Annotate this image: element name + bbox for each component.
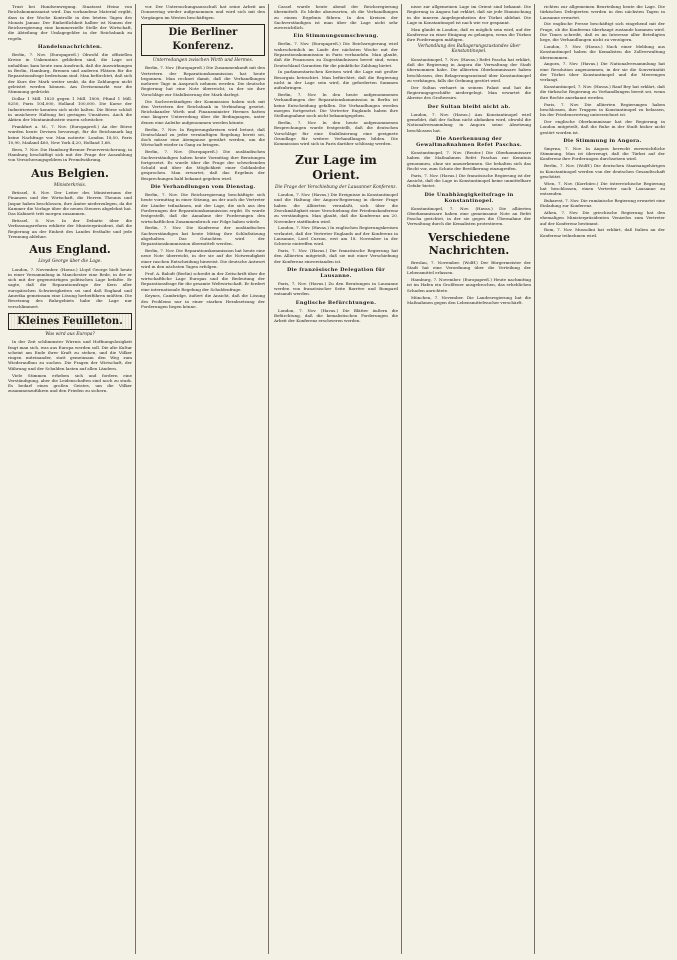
- section-heading: Aus Belgien.: [31, 166, 109, 180]
- newspaper-column-2: [141, 4, 269, 954]
- article-paragraph: In der Zeit schlimmster Wirrnis und Hoffnungslosigkeit fragt man sich, was aus Europa werden soll. Die alte Kultur scheint am Ende ihrer Kraft zu stehen, und die Völker ringen miteinander, statt gemeinsam den Weg zum Wiederaufbau zu suchen. Die Fragen der Wirtschaft, der Währung und der Schulden lasten auf allen Ländern.: [8, 339, 132, 371]
- article-paragraph: Smyrna, 7. Nov. In Angora herrscht zuversichtliche Stimmung. Man ist überzeugt, daß die Türkei auf der Konferenz ihre Forderungen durchsetzen wird.: [540, 145, 665, 162]
- article-paragraph: Angora, 7. Nov. (Havas.) Die Nationalversammlung hat eine Resolution angenommen, in der sie die Souveränität der Türkei über Konstantinopel und die Meerengen verlangt.: [540, 61, 665, 83]
- section-subheading: Die französische Delegation für Lausanne.: [286, 266, 386, 279]
- article-paragraph: Konstantinopel, 7. Nov. (Havas.) Refet Pascha hat erklärt, daß die Regierung in Angora die Verwaltung der Stadt übernommen habe. Die alliierten Oberkommissare haben beschlossen, den Belagerungszustand über Konstantinopel zu verhängen, falls die Ordnung gestört wird.: [407, 56, 531, 84]
- article-paragraph: Der Sultan verharrt in seinem Palast und hat die Regierungsgeschäfte niedergelegt. Man erwartet die Abreise des Großwesirs.: [407, 84, 531, 101]
- section-heading: Aus England.: [29, 243, 111, 257]
- newspaper-column-3: [274, 4, 402, 954]
- article-paragraph: Frankfurt a. M., 7. Nov. (Europapreß.) An der Börse wurden heute Devisen bevorzugt, für die Reichsmark lag keine Nachfrage vor. Man notierte: London 18,50, Paris 10,90, Mailand 460, New York 4,20, Holland 1,68.: [8, 123, 132, 145]
- section-subheading: Die Verhandlungen vom Dienstag.: [150, 184, 256, 191]
- article-paragraph: Paris, 7. Nov. (Havas.) Die französische Regierung hat den Alliierten mitgeteilt, daß sie mit einer Verschiebung der Konferenz einverstanden ist.: [274, 248, 398, 264]
- article-paragraph: Konstantinopel, 7. Nov. (Havas.) Rauf Bey hat erklärt, daß die türkische Regierung zu Verhandlungen bereit sei, wenn ihre Rechte anerkannt werden.: [540, 84, 665, 100]
- article-paragraph: London, 7. Nov. (Havas.) Aus Konstantinopel wird gemeldet, daß der Sultan nicht abdanken wird, obwohl die Nationalversammlung in Angora seine Absetzung beschlossen hat.: [407, 111, 531, 133]
- section-subheading: Die Stimmung in Angora.: [563, 137, 642, 144]
- article-paragraph: Berlin, 7. Nov. (Wolff.) Die deutschen Staatsangehörigen in Konstantinopel werden von der deutschen Gesandtschaft geschützt.: [540, 163, 665, 179]
- article-paragraph: Berlin, 7. Nov. In den heute aufgenommenen Verhandlungen der Reparationskommission in Berlin ist keine Entscheidung gefallen. Die Verhandlungen werden morgen fortgesetzt. Die Vertreter Englands haben ihre Stellungnahme noch nicht bekanntgegeben.: [274, 92, 398, 119]
- article-paragraph: Berlin, 7. Nov. Die Reparationskommission hat heute eine neue Note überreicht, in der sie auf die Notwendigkeit einer raschen Entscheidung hinweist. Die deutsche Antwort wird in den nächsten Tagen erfolgen.: [141, 248, 265, 269]
- section-subheading: Die Unabhängigkeitsfrage in Konstantinopel.: [424, 191, 514, 204]
- article-paragraph: Man glaubt in London, daß es möglich sein wird, auf der Konferenz zu einer Einigung zu gelangen, wenn die Türken ihre Forderungen mäßigen.: [407, 26, 531, 43]
- article-paragraph: Paris, 7. Nov. (Havas.) Zu den Beratungen in Lausanne werden von französischer Seite Barrère und Bompard entsandt werden.: [274, 280, 398, 297]
- boxed-headline: Die Berliner Konferenz.: [141, 24, 265, 56]
- article-paragraph: Rom, 7. Nov. Mussolini hat erklärt, daß Italien an der Konferenz teilnehmen wird.: [540, 227, 665, 238]
- article-paragraph: Der englische Oberkommissar hat der Regierung in London mitgeteilt, daß die Ruhe in der Stadt bisher nicht gestört worden ist.: [540, 118, 665, 135]
- article-paragraph: Berlin, 7. Nov. Die Reichsregierung beschäftigte sich heute vormittag in einer Sitzung, an der auch die Vertreter der Länder teilnahmen, mit der Lage, die sich aus den Forderungen der Reparationskommission ergibt. Es wurde festgestellt, daß die Annahme der Forderungen den wirtschaftlichen Zusammenbruch zur Folge haben würde.: [141, 192, 265, 224]
- article-paragraph: Berlin, 7. Nov. In Regierungskreisen wird betont, daß Deutschland zu jeder vernünftigen Regelung bereit sei, doch müsse eine Atempause gewährt werden, um die Wirtschaft wieder in Gang zu bringen.: [141, 126, 265, 148]
- article-paragraph: Berlin, 7. Nov. (Europapreß.) Obwohl die offiziellen Kreise in Unkenntnis geblieben sind, die Lage sei unhaltbar, kam heute zum Ausdruck, daß die Auswirkungen in Berlin, Hamburg, Bremen und anderen Plätzen für die Reparationsfrage bedeutsam sind. Man befürchtet, daß sich der Kurs der Mark weiter senkt, da die Zahlungen nicht geleistet werden können. Am Devisenmarkt war die Stimmung gedrückt.: [8, 52, 133, 95]
- article-paragraph: Berlin, 7. Nov. (Europapreß.) Die Reichsregierung wird wahrscheinlich im Laufe der nächsten Woche mit der Reparationskommission in Paris verhandeln. Man glaubt, daß die Franzosen zu Zugeständnissen bereit sind, wenn Deutschland Garantien für die pünktliche Zahlung bietet.: [274, 41, 398, 68]
- section-subheading: Die Anerkennung der Gewaltmaßnahmen Refet Paschas.: [416, 135, 522, 148]
- article-paragraph: Prof. A. Balodt (Berlin) schreibt in der Zeitschrift über die wirtschaftliche Lage Europas und die Bedeutung der Reparationsfrage für die gesamte Weltwirtschaft. Er fordert eine internationale Regelung der Schuldenfrage.: [141, 270, 265, 292]
- article-dateline-heading: Ministerkrisis.: [53, 182, 87, 188]
- article-paragraph: In parlamentarischen Kreisen wird die Lage mit großer Besorgnis betrachtet. Man befürchtet, daß die Regierung nicht in der Lage sein wird, die geforderten Summen aufzubringen.: [274, 69, 398, 91]
- article-paragraph: Brüssel, 8. Nov. Der Leiter des Ministeriums der Finanzen und der Wirtschaft, die Herren Theunis und Jaspar haben beschlossen, ihre Ämter niederzulegen, da die Kammer die Vorlage über die neuen Steuern abgelehnt hat. Das Kabinett tritt morgen zusammen.: [8, 189, 132, 217]
- article-dateline-heading: Was wird aus Europa?: [45, 331, 95, 337]
- article-paragraph: Dollar 1 Mill. 1825 gegen 1 Mill. 1800, Pfund 1 Mill. 8250, Paris 104,000, Holland 100,000. Die Kurse der Industriewerte konnten sich nicht halten. Die Börse schloß in unsicherer Haltung bei geringen Umsätzen. Auch die Aktien der Montanindustrie waren schwächer.: [8, 95, 132, 123]
- article-paragraph: richten zur allgemeinen Beurteilung heute die Lage. Die türkischen Delegierten werden in den nächsten Tagen in Lausanne erwartet.: [540, 4, 665, 20]
- headline: Zur Lage im Orient.: [295, 152, 377, 182]
- article-dateline-heading: Unterredungen zwischen Wirth und Hermes.: [152, 57, 254, 63]
- article-paragraph: London, 7. November. (Havas.) Lloyd George hielt heute in einer Versammlung in Manchester eine Rede, in der er sich mit der gegenwärtigen politischen Lage befaßte. Er sagte, daß die Reparationsfrage der Kern aller europäischen Schwierigkeiten sei und daß England und Amerika gemeinsam eine Lösung herbeiführen müßten. Die Besetzung des Ruhrgebiets habe die Lage nur verschlimmert.: [8, 266, 132, 309]
- article-paragraph: Die Sachverständigen der Kommission haben sich mit den Vertretern der Reichsbank in Verbindung gesetzt. Reichskanzler Wirth und Finanzminister Hermes hatten eine längere Unterredung über die Bedingungen, unter denen eine Anleihe aufgenommen werden könnte.: [141, 98, 265, 125]
- article-paragraph: Berlin, 7. Nov. (Europapreß.) Die ausländischen Sachverständigen haben heute Vormittag ihre Beratungen fortgesetzt. Es wurde über die Frage der schwebenden Schuld und über die Möglichkeit einer Goldanleihe gesprochen. Man erwartet, daß das Ergebnis der Besprechungen bald bekannt gegeben wird.: [141, 149, 265, 181]
- article-paragraph: Athen, 7. Nov. Die griechische Regierung hat den ehemaligen Ministerpräsidenten Venizelos zum Vertreter auf der Konferenz bestimmt.: [540, 210, 665, 226]
- article-paragraph: Berlin, 7. Nov. Die Konferenz der ausländischen Sachverständigen hat heute Mittag ihre Schlußsitzung abgehalten. Das Gutachten wird der Reparationskommission übermittelt werden.: [141, 225, 265, 247]
- article-paragraph: Die englische Presse beschäftigt sich eingehend mit der Frage, ob die Konferenz überhaupt zustande kommen wird. Die Times schreibt, daß es im Interesse aller Beteiligten liege, die Verhandlungen nicht zu verzögern.: [540, 21, 665, 43]
- newspaper-column-5: [540, 4, 668, 954]
- article-paragraph: Paris, 7. Nov. Die alliierten Regierungen haben beschlossen, ihre Truppen in Konstantinopel zu belassen, bis der Friedensvertrag unterzeichnet ist.: [540, 101, 665, 118]
- article-paragraph: Konstantinopel, 7. Nov. (Havas.) Die alliierten Oberkommissare haben eine gemeinsame Note an Refet Pascha gerichtet, in der sie gegen die Übernahme der Verwaltung durch die Kemalisten protestieren.: [407, 205, 531, 227]
- article-paragraph: Trust bei Hundsenwegung. Staatsrat Heinz von Reichskommissariat wird. Das vorhandene Material ergibt, dass in der Woche Kontrolle in den letzten Tagen des Monats Januar. Der Einheitlichkeit halber ist Namen der Reichsregierung eine kommerzielle Stelle der Wirtschaft, die Abteilung der Umlagegelder in der Reichsbank zu regeln.: [8, 4, 132, 41]
- article-paragraph: Keynes, Cambridge, äußert die Ansicht, daß die Lösung des Problems nur in einer starken Herabsetzung der Forderungen liegen könne.: [141, 293, 265, 309]
- section-subheading: Ein Stimmungsumschwung.: [293, 33, 379, 40]
- article-paragraph: München, 7. November. Die Landesregierung hat die Maßnahmen gegen den Lebensmittelwucher verschärft.: [407, 294, 531, 305]
- article-paragraph: Paris, 7. Nov. (Havas.) Die französische Regierung ist der Ansicht, daß die Lage in Konstantinopel keine unmittelbare Gefahr bietet.: [407, 172, 531, 189]
- section-heading: Verschiedene Nachrichten.: [427, 230, 511, 257]
- article-paragraph: Konstantinopel, 7. Nov. (Reuter.) Die Oberkommissare haben die Maßnahmen Refet Paschas zur Kenntnis genommen, ohne sie anzuerkennen. Sie behalten sich das Recht vor, zum Schutz der Bevölkerung einzugreifen.: [407, 149, 531, 171]
- article-paragraph: London, 7. Nov. (Havas.) Die Ereignisse in Konstantinopel und die Haltung der Angora-Regierung in dieser Frage haben die Alliierten veranlaßt, sich über die Zweckmäßigkeit einer Verschiebung der Friedenskonferenz zu verständigen. Man glaubt, daß die Konferenz am 20. November stattfinden wird.: [274, 192, 398, 224]
- article-dateline-heading: Die Frage der Verschiebung der Lausanner Konferenz.: [274, 184, 398, 190]
- article-paragraph: Breslau, 7. November. (Wolff.) Der Bürgermeister der Stadt hat eine Verordnung über die Verteilung der Lebensmittel erlassen.: [407, 259, 531, 276]
- article-paragraph: Berlin, 7. Nov. In den heute aufgenommenen Besprechungen wurde festgestellt, daß die deutschen Vorschläge für eine Stabilisierung eine geeignete Grundlage für weitere Verhandlungen bilden. Die Kommission wird sich in Paris darüber schlüssig werden.: [274, 120, 398, 147]
- article-paragraph: nisse zur allgemeinen Lage im Orient sind bekannt. Die Regierung in Angora hat erklärt, daß sie jede Einmischung in die inneren Angelegenheiten der Türkei ablehnt. Die Lage in Konstantinopel ist nach wie vor gespannt.: [407, 4, 531, 25]
- section-subheading: Englische Befürchtungen.: [295, 299, 377, 306]
- newspaper-column-4: [407, 4, 535, 954]
- article-paragraph: Viele Stimmen erheben sich und fordern eine Verständigung, aber die Leidenschaften sind noch zu stark. Es bedarf eines großen Geistes, um die Völker zusammenzuführen und den Frieden zu sichern.: [8, 372, 132, 394]
- article-paragraph: vor. Der Untersuchungsausschuß hat seine Arbeit am Donnerstag wieder aufgenommen und wird sich mit den Vorgängen im Westen beschäftigen.: [141, 4, 265, 20]
- article-paragraph: Cassel wurde heute abend der Reichsregierung übermittelt. Es bleibe abzuwarten, ob die Verhandlungen zu einem Ergebnis führen. In den Kreisen der Sachverständigen ist man über die Lage nicht sehr zuversichtlich.: [274, 4, 398, 31]
- article-paragraph: London, 7. Nov. (Havas.) Nach einer Meldung aus Konstantinopel haben die Kemalisten die Zollverwaltung übernommen.: [540, 44, 665, 60]
- article-paragraph: Berlin, 7. Nov. (Europapreß.) Die Zusammenkunft mit den Vertretern der Reparationskommission hat heute begonnen. Man rechnet damit, daß die Verhandlungen mehrere Tage in Anspruch nehmen werden. Die deutsche Regierung hat eine Note überreicht, in der sie ihre Vorschläge zur Stabilisierung der Mark darlegt.: [141, 65, 265, 97]
- article-dateline-heading: Verhandlung des Ballagerungszustandes über Konstantinopel.: [417, 44, 521, 55]
- article-paragraph: London, 7. Nov. (Havas.) Die Blätter äußern die Befürchtung, daß die kemalistischen Forderungen die Arbeit der Konferenz erschweren werden.: [274, 307, 398, 324]
- newspaper-column-1: [8, 4, 136, 954]
- article-paragraph: Hamburg, 7. November. (Europapreß.) Heute nachmittag ist im Hafen ein Großfeuer ausgebrochen, das erheblichen Schaden anrichtete.: [407, 277, 531, 293]
- section-subheading: Der Sultan bleibt nicht ab.: [427, 103, 511, 110]
- article-paragraph: London, 7. Nov. (Havas.) In englischen Regierungskreisen verlautet, daß der Vertreter Englands auf der Konferenz in Lausanne, Lord Curzon, erst am 18. November in der Schweiz eintreffen wird.: [274, 225, 398, 247]
- newspaper-page: [8, 4, 670, 954]
- article-paragraph: Bukarest, 7. Nov. Die rumänische Regierung erwartet eine Einladung zur Konferenz.: [540, 198, 665, 209]
- article-dateline-heading: Lloyd George über die Lage.: [38, 259, 102, 265]
- section-subheading: Handelsnachrichten.: [37, 44, 103, 51]
- article-paragraph: Bern, 7. Nov. Die Hamburg-Bremer Feuerversicherung, in Hamburg beschäftigt sich mit der Frage der Auszahlung von Versicherungsgeldern in Fremdwährung.: [8, 146, 132, 163]
- feuilleton-heading: Kleines Feuilleton.: [8, 313, 132, 330]
- article-paragraph: Brüssel, 8. Nov. In der Debatte über die Verfassungsreform erklärte der Ministerpräsident, daß die Regierung an der Einheit des Landes festhalte und jede Trennung ablehne.: [8, 217, 132, 239]
- article-paragraph: Wien, 7. Nov. (Korrbüro.) Die österreichische Regierung hat beschlossen, einen Vertreter nach Lausanne zu entsenden.: [540, 180, 665, 197]
